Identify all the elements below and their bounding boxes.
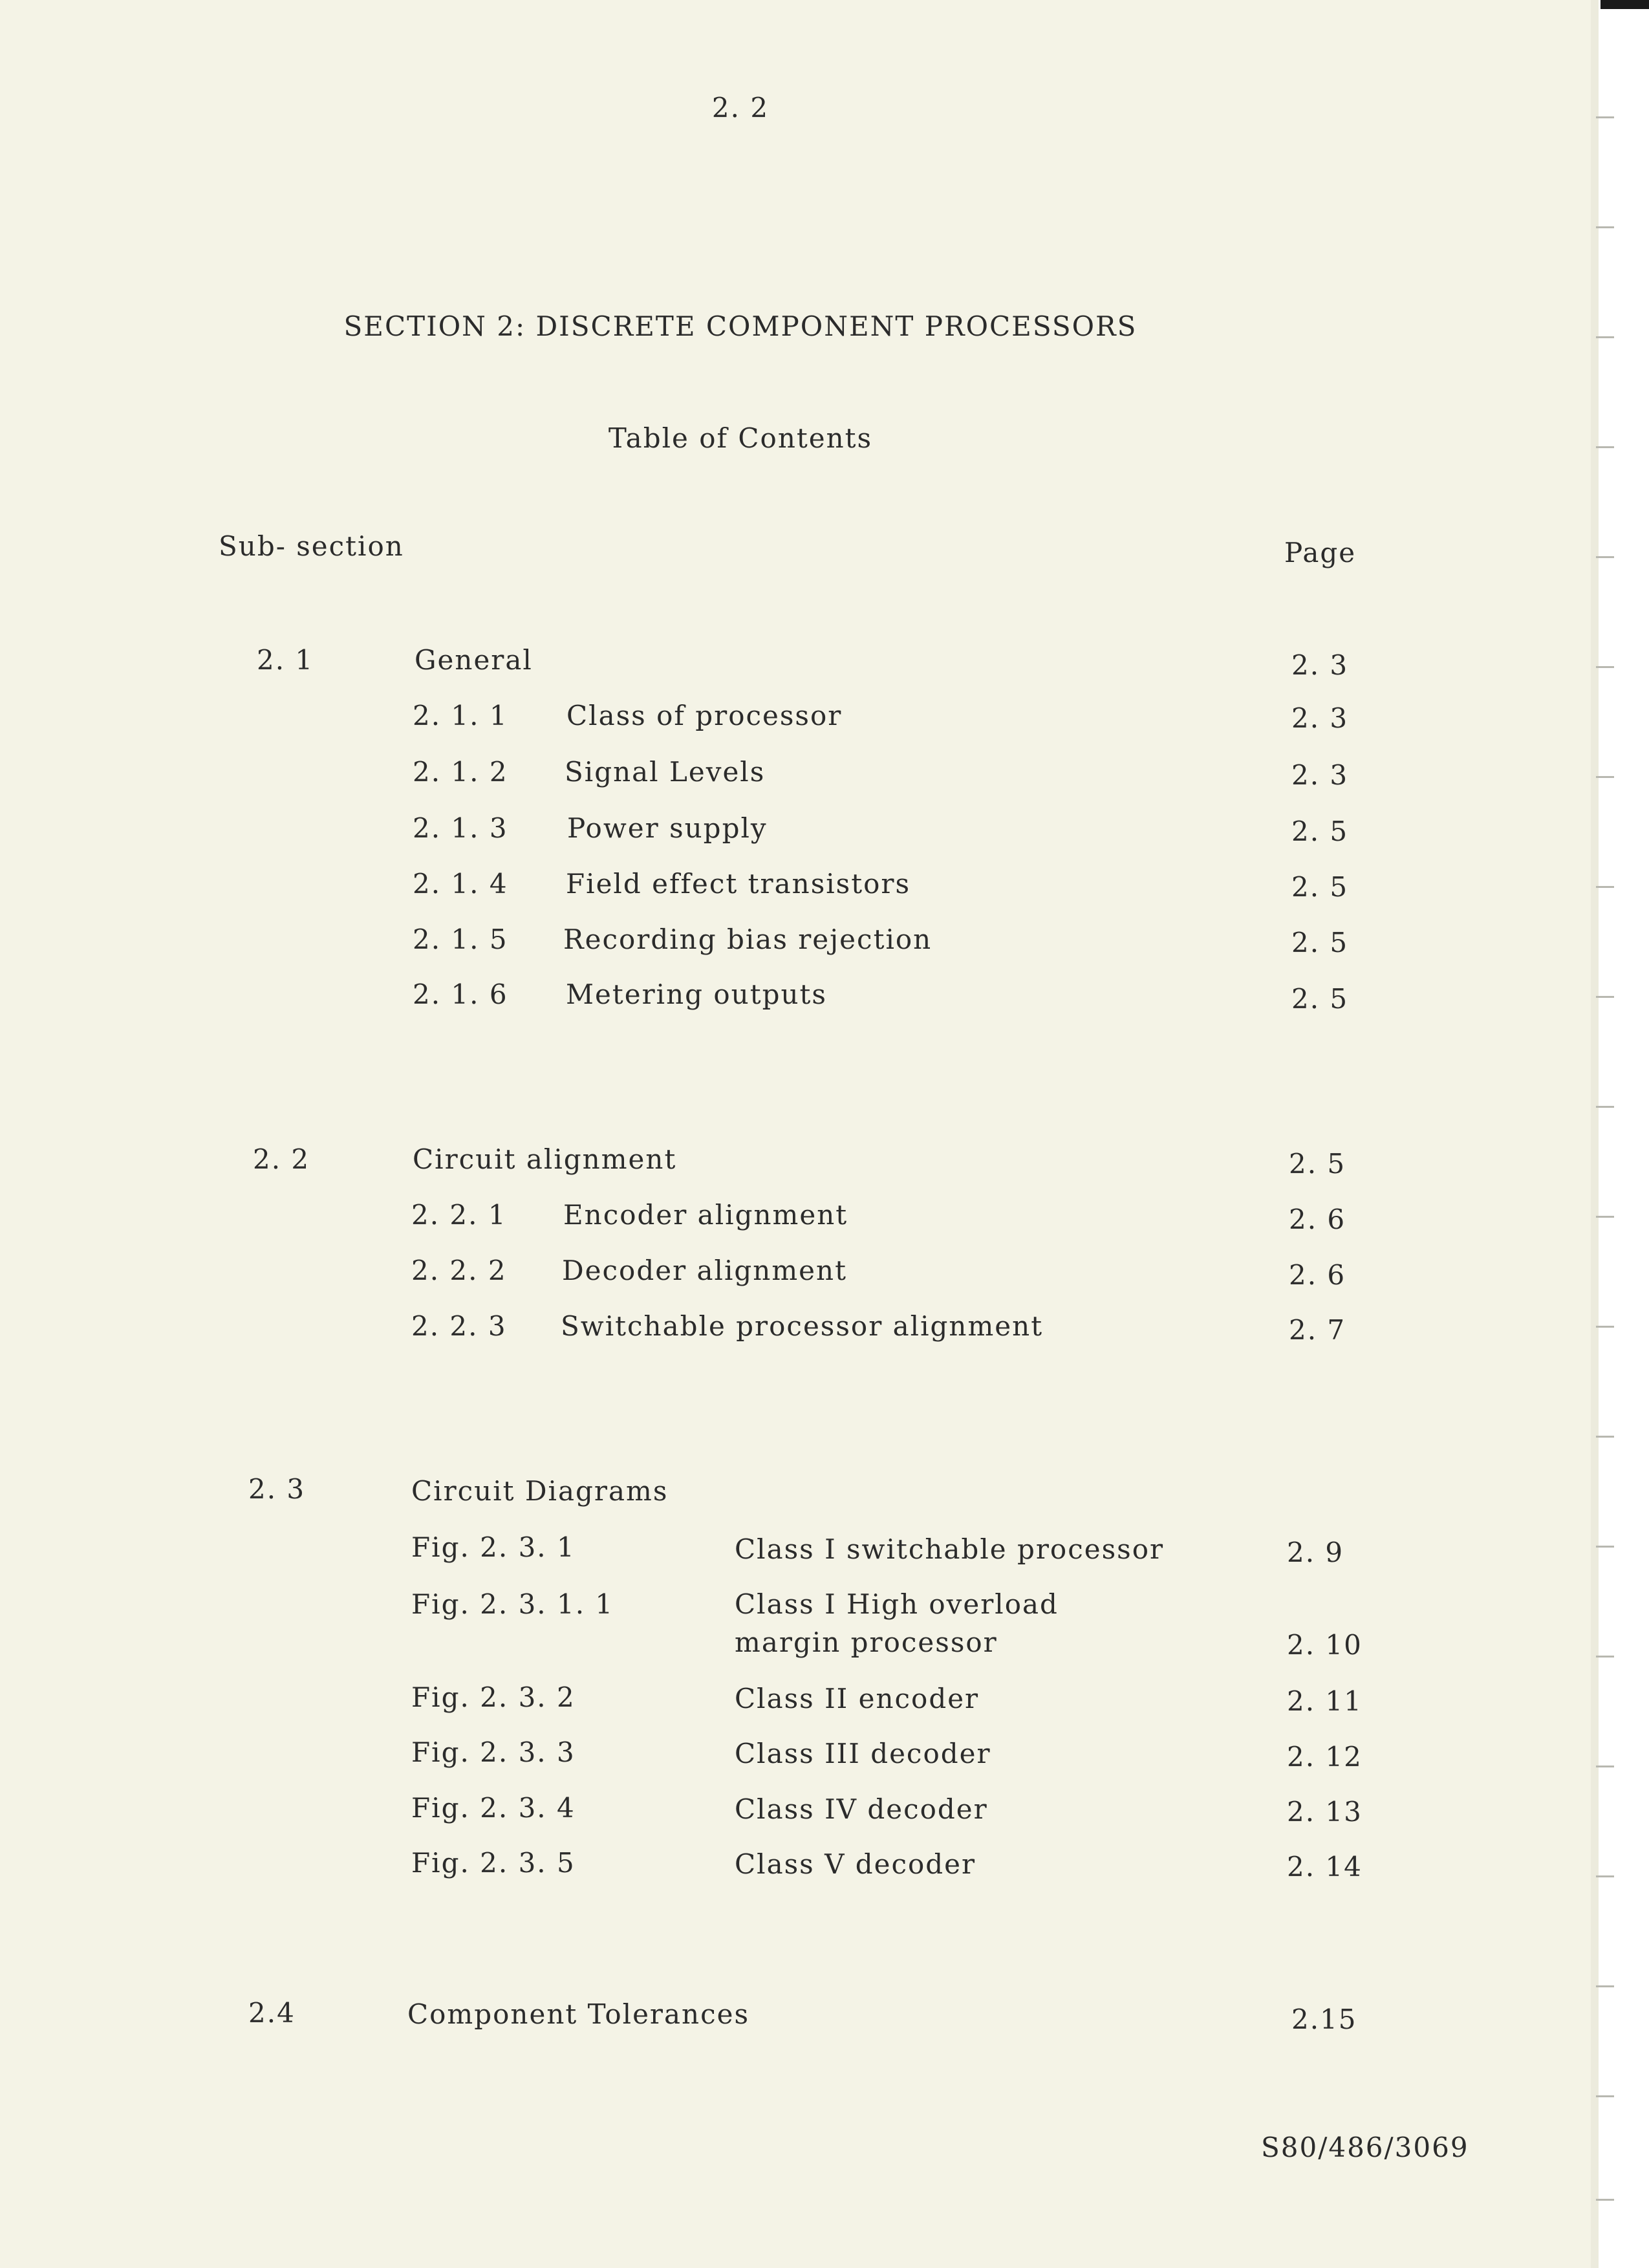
toc-figure-page: 2. 12	[1287, 1741, 1363, 1773]
toc-figure-title: Class IV decoder	[735, 1793, 988, 1825]
toc-figure-title: Class III decoder	[735, 1738, 991, 1769]
toc-section-title: Component Tolerances	[407, 1998, 750, 2030]
toc-figure-number: Fig. 2. 3. 1	[411, 1531, 576, 1563]
edge-tick	[1596, 1766, 1614, 1767]
toc-item-page: 2. 6	[1289, 1204, 1346, 1235]
toc-item-page: 2. 5	[1291, 871, 1349, 903]
toc-section-number: 2. 3	[248, 1473, 306, 1505]
paper-edge-strip	[1591, 0, 1649, 2268]
edge-tick	[1596, 226, 1614, 228]
edge-tick	[1596, 446, 1614, 448]
toc-item-page: 2. 5	[1291, 815, 1349, 847]
toc-item-number: 2. 2. 3	[411, 1310, 507, 1342]
edge-tick	[1596, 776, 1614, 778]
toc-item-page: 2. 3	[1291, 702, 1349, 734]
section-title: SECTION 2: DISCRETE COMPONENT PROCESSORS	[343, 310, 1137, 342]
edge-tick	[1596, 1546, 1614, 1548]
toc-figure-page: 2. 10	[1287, 1629, 1363, 1661]
toc-item-number: 2. 1. 4	[413, 868, 508, 900]
toc-section-title: General	[415, 644, 533, 676]
toc-figure-page: 2. 11	[1287, 1685, 1363, 1717]
toc-figure-number: Fig. 2. 3. 1. 1	[411, 1588, 614, 1620]
toc-item-title: Power supply	[567, 812, 768, 844]
toc-figure-title: Class V decoder	[735, 1848, 976, 1880]
toc-item-title: Decoder alignment	[562, 1255, 847, 1286]
toc-item-number: 2. 1. 1	[413, 700, 508, 731]
toc-figure-number: Fig. 2. 3. 3	[411, 1736, 576, 1768]
scan-edge	[1591, 0, 1649, 2268]
toc-figure-number: Fig. 2. 3. 5	[411, 1847, 576, 1879]
toc-section-number: 2.4	[248, 1997, 296, 2029]
toc-item-number: 2. 1. 5	[413, 923, 508, 955]
toc-figure-title: Class I switchable processor	[735, 1533, 1165, 1565]
toc-item-number: 2. 1. 2	[413, 756, 508, 788]
toc-item-number: 2. 2. 2	[411, 1255, 507, 1286]
toc-section-number: 2. 2	[253, 1143, 310, 1175]
toc-figure-number: Fig. 2. 3. 4	[411, 1792, 576, 1824]
edge-tick	[1596, 336, 1614, 338]
toc-item-number: 2. 2. 1	[411, 1199, 507, 1231]
toc-item-title: Recording bias rejection	[563, 923, 932, 955]
edge-tick	[1596, 1326, 1614, 1328]
toc-item-title: Signal Levels	[565, 756, 766, 788]
edge-tick	[1596, 556, 1614, 558]
column-header-page: Page	[1284, 537, 1357, 568]
edge-tick	[1596, 1656, 1614, 1658]
toc-item-number: 2. 1. 3	[413, 812, 508, 844]
toc-figure-title: Class I High overload	[735, 1588, 1059, 1620]
edge-tick	[1596, 666, 1614, 668]
edge-tick	[1596, 1875, 1614, 1877]
toc-section-number: 2. 1	[257, 644, 314, 676]
edge-tick	[1596, 1106, 1614, 1108]
toc-figure-page: 2. 13	[1287, 1796, 1363, 1828]
document-reference: S80/486/3069	[1261, 2132, 1469, 2163]
toc-figure-title-line2: margin processor	[735, 1626, 998, 1658]
toc-section-page: 2. 5	[1289, 1148, 1346, 1180]
toc-figure-page: 2. 9	[1287, 1537, 1344, 1568]
edge-tick	[1596, 1216, 1614, 1218]
column-header-subsection: Sub- section	[219, 530, 404, 562]
toc-title: Table of Contents	[608, 422, 873, 454]
toc-section-page: 2. 3	[1291, 649, 1349, 681]
toc-figure-page: 2. 14	[1287, 1851, 1363, 1883]
toc-figure-number: Fig. 2. 3. 2	[411, 1681, 576, 1713]
toc-item-title: Metering outputs	[566, 978, 827, 1010]
toc-item-title: Field effect transistors	[566, 868, 911, 900]
page-number: 2. 2	[711, 92, 770, 124]
toc-item-number: 2. 1. 6	[413, 978, 508, 1010]
toc-figure-title: Class II encoder	[735, 1683, 980, 1714]
edge-tick	[1596, 996, 1614, 998]
toc-section-title: Circuit alignment	[413, 1143, 677, 1175]
edge-tick	[1596, 886, 1614, 888]
toc-item-title: Class of processor	[566, 700, 843, 731]
toc-item-title: Switchable processor alignment	[561, 1310, 1044, 1342]
toc-item-page: 2. 6	[1289, 1259, 1346, 1291]
toc-section-title: Circuit Diagrams	[411, 1475, 669, 1507]
toc-item-page: 2. 3	[1291, 759, 1349, 791]
edge-tick	[1596, 2095, 1614, 2097]
toc-item-page: 2. 7	[1289, 1314, 1346, 1346]
edge-tick	[1596, 1985, 1614, 1987]
toc-item-page: 2. 5	[1291, 927, 1349, 958]
toc-section-page: 2.15	[1291, 2003, 1357, 2035]
toc-item-title: Encoder alignment	[563, 1199, 848, 1231]
scan-corner-shadow	[1600, 0, 1649, 9]
edge-tick	[1596, 1436, 1614, 1438]
edge-tick	[1596, 2199, 1614, 2201]
edge-tick	[1596, 116, 1614, 118]
toc-item-page: 2. 5	[1291, 983, 1349, 1015]
